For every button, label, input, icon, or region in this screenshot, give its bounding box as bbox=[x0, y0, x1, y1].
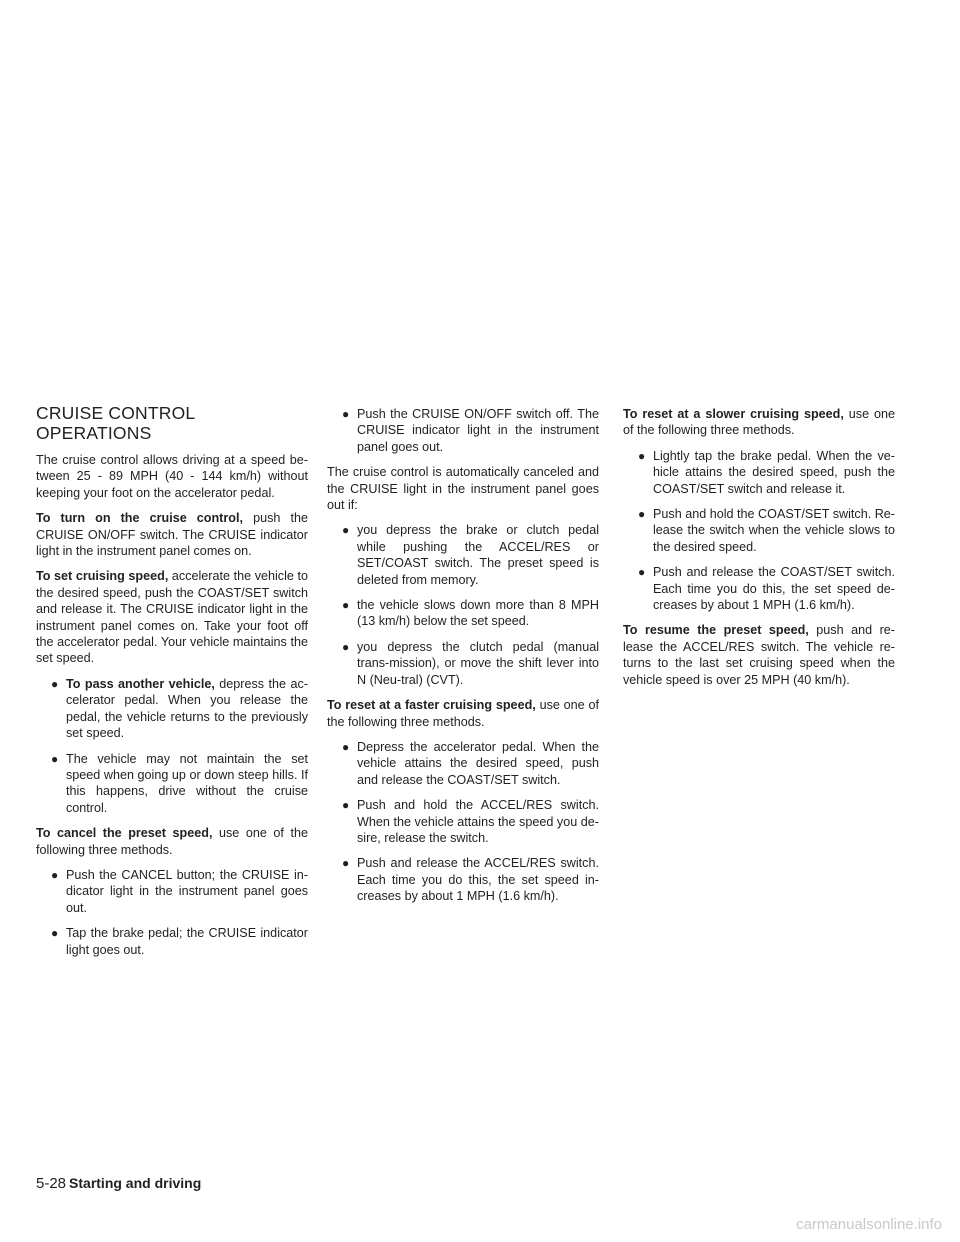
bullet-icon: ● bbox=[51, 676, 59, 691]
watermark: carmanualsonline.info bbox=[796, 1216, 942, 1233]
list-item: ● Push and release the ACCEL/RES switch. Each time you do this, the set speed in-creases by about 1 MPH (1.6 km/h). bbox=[342, 856, 599, 904]
section-title: CRUISE CONTROL OPERATIONS bbox=[36, 403, 195, 443]
bullet-icon: ● bbox=[342, 798, 350, 813]
list-item: ● Push and release the COAST/SET switch. Each time you do this, the set speed de-creases by about 1 MPH (1.6 km/h). bbox=[638, 565, 895, 613]
bullet-icon: ● bbox=[638, 448, 646, 463]
set-speed-lead: To set cruising speed, bbox=[36, 569, 169, 584]
bullet-icon: ● bbox=[638, 565, 646, 580]
faster-paragraph bbox=[327, 697, 599, 730]
page-footer bbox=[36, 1175, 201, 1192]
column-1 bbox=[36, 403, 308, 967]
faster-list bbox=[327, 739, 599, 905]
list-item: ● To pass another vehicle, depress the ac-celerator pedal. When you release the pedal, the vehicle returns to the previously set speed. bbox=[51, 676, 308, 741]
list-item: ● Push the CRUISE ON/OFF switch off. The CRUISE indicator light in the instrument panel goes out. bbox=[342, 407, 599, 454]
list-item: ● Tap the brake pedal; the CRUISE indicator light goes out. bbox=[51, 926, 308, 957]
slower-text: use one of the following three methods. bbox=[623, 407, 895, 438]
page-number: 5-28 bbox=[36, 1175, 67, 1192]
cancel-list bbox=[36, 867, 308, 958]
bullet-icon: ● bbox=[342, 739, 350, 754]
resume-text: push and re-lease the ACCEL/RES switch. The vehicle re-turns to the last set cruising speed when the vehicle speed is over 25 MPH (40 km/h). bbox=[623, 623, 895, 687]
list-item: ● Push the CANCEL button; the CRUISE in-dicator light in the instrument panel goes out. bbox=[51, 867, 308, 915]
cancel-lead: To cancel the preset speed, bbox=[36, 826, 213, 841]
bullet-icon: ● bbox=[342, 856, 350, 871]
bullet-icon: ● bbox=[342, 598, 350, 613]
list-item: ● Push and hold the ACCEL/RES switch. When the vehicle attains the speed you de-sire, release the switch. bbox=[342, 798, 599, 845]
column-2 bbox=[327, 406, 599, 914]
slower-list bbox=[623, 448, 895, 614]
cancel-text: use one of the following three methods. bbox=[36, 826, 308, 857]
list-item: ● you depress the clutch pedal (manual trans-mission), or move the shift lever into N (Neu-tral) (CVT). bbox=[342, 639, 599, 687]
set-speed-text: accelerate the vehicle to the desired speed, push the COAST/SET switch and release it. The CRUISE indicator light in the instrument panel comes on. Take your foot off the accelerator pedal. Your vehicle maintains the set speed. bbox=[36, 569, 308, 666]
faster-text: use one of the following three methods. bbox=[327, 698, 599, 729]
slower-lead: To reset at a slower cruising speed, bbox=[623, 407, 844, 421]
cancel-paragraph bbox=[36, 825, 308, 858]
resume-paragraph bbox=[623, 622, 895, 688]
list-item: ● Lightly tap the brake pedal. When the ve-hicle attains the desired speed, push the COAST/SET switch and release it. bbox=[638, 448, 895, 496]
list-item: ● you depress the brake or clutch pedal while pushing the ACCEL/RES or SET/COAST switch. The preset speed is deleted from memory. bbox=[342, 523, 599, 587]
intro-paragraph: The cruise control allows driving at a speed be-tween 25 - 89 MPH (40 - 144 km/h) without keeping your foot on the accelerator pedal. bbox=[36, 453, 308, 500]
slower-paragraph bbox=[623, 406, 895, 439]
footer-section-name: Starting and driving bbox=[69, 1175, 202, 1191]
bullet-icon: ● bbox=[342, 523, 350, 538]
bullet-icon: ● bbox=[342, 407, 350, 421]
list-item: ● The vehicle may not maintain the set speed when going up or down steep hills. If this happens, drive without the cruise control. bbox=[51, 751, 308, 815]
bullet-icon: ● bbox=[342, 639, 350, 654]
bullet-icon: ● bbox=[51, 867, 59, 882]
set-speed-list bbox=[36, 676, 308, 816]
cancel-list-continued bbox=[327, 406, 599, 455]
resume-lead: To resume the preset speed, bbox=[623, 623, 809, 638]
turn-on-paragraph bbox=[36, 510, 308, 559]
auto-cancel-list bbox=[327, 522, 599, 688]
column-3 bbox=[623, 406, 895, 697]
list-item: ● Depress the accelerator pedal. When the vehicle attains the desired speed, push and release the COAST/SET switch. bbox=[342, 739, 599, 787]
list-item: ● the vehicle slows down more than 8 MPH (13 km/h) below the set speed. bbox=[342, 598, 599, 629]
bullet-icon: ● bbox=[51, 926, 59, 941]
bullet-icon: ● bbox=[638, 507, 646, 522]
bullet-icon: ● bbox=[51, 751, 59, 766]
set-speed-paragraph bbox=[36, 568, 308, 666]
faster-lead: To reset at a faster cruising speed, bbox=[327, 698, 536, 713]
turn-on-text: push the CRUISE ON/OFF switch. The CRUISE indicator light in the instrument panel comes on. bbox=[36, 511, 308, 559]
turn-on-lead: To turn on the cruise control, bbox=[36, 511, 243, 526]
auto-cancel-paragraph: The cruise control is automatically canceled and the CRUISE light in the instrument panel goes out if: bbox=[327, 465, 599, 513]
list-item: ● Push and hold the COAST/SET switch. Re-lease the switch when the vehicle slows to the desired speed. bbox=[638, 507, 895, 554]
